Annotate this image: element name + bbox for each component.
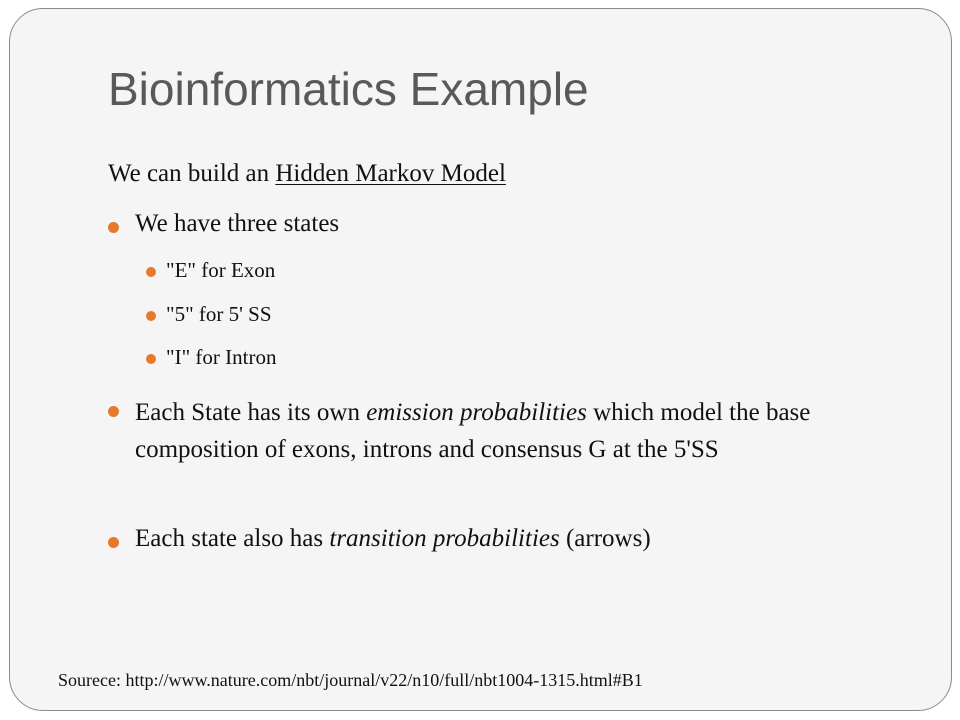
bullet-text-part1: Each State has its own (135, 399, 367, 426)
bullet-text (135, 525, 651, 553)
intro-text: We can build an (108, 160, 276, 187)
bullet-text: We have three states (135, 210, 340, 237)
sub-bullet-text: "I" for Intron (166, 345, 277, 369)
intro-line (108, 160, 506, 188)
bullet-dot-icon (108, 406, 119, 417)
bullet-text-part2: which model the base composition of exons, introns and consensus G at the 5'SS (135, 399, 811, 463)
bullet-text-part2: (arrows) (559, 525, 651, 552)
bullet-text-italic: emission probabilities (366, 399, 587, 426)
bullet-dot-icon (108, 222, 119, 233)
source-citation: Sourece: http://www.nature.com/nbt/journal/v22/n10/full/nbt1004-1315.html#B1 (58, 670, 643, 690)
bullet-emission (108, 394, 888, 468)
sub-bullet-dot-icon (146, 267, 156, 277)
sub-bullet-text: "5" for 5' SS (166, 302, 272, 326)
bullet-text (135, 394, 888, 468)
bullet-text-italic: transition probabilities (329, 525, 560, 552)
bullet-dot-icon (108, 537, 119, 548)
slide-title: Bioinformatics Example (108, 63, 589, 115)
sub-bullet-dot-icon (146, 311, 156, 321)
bullet-text-part1: Each state also has (135, 525, 330, 552)
sub-bullet-text: "E" for Exon (166, 258, 276, 282)
hmm-link[interactable]: Hidden Markov Model (275, 160, 506, 187)
sub-bullet-dot-icon (146, 354, 156, 364)
